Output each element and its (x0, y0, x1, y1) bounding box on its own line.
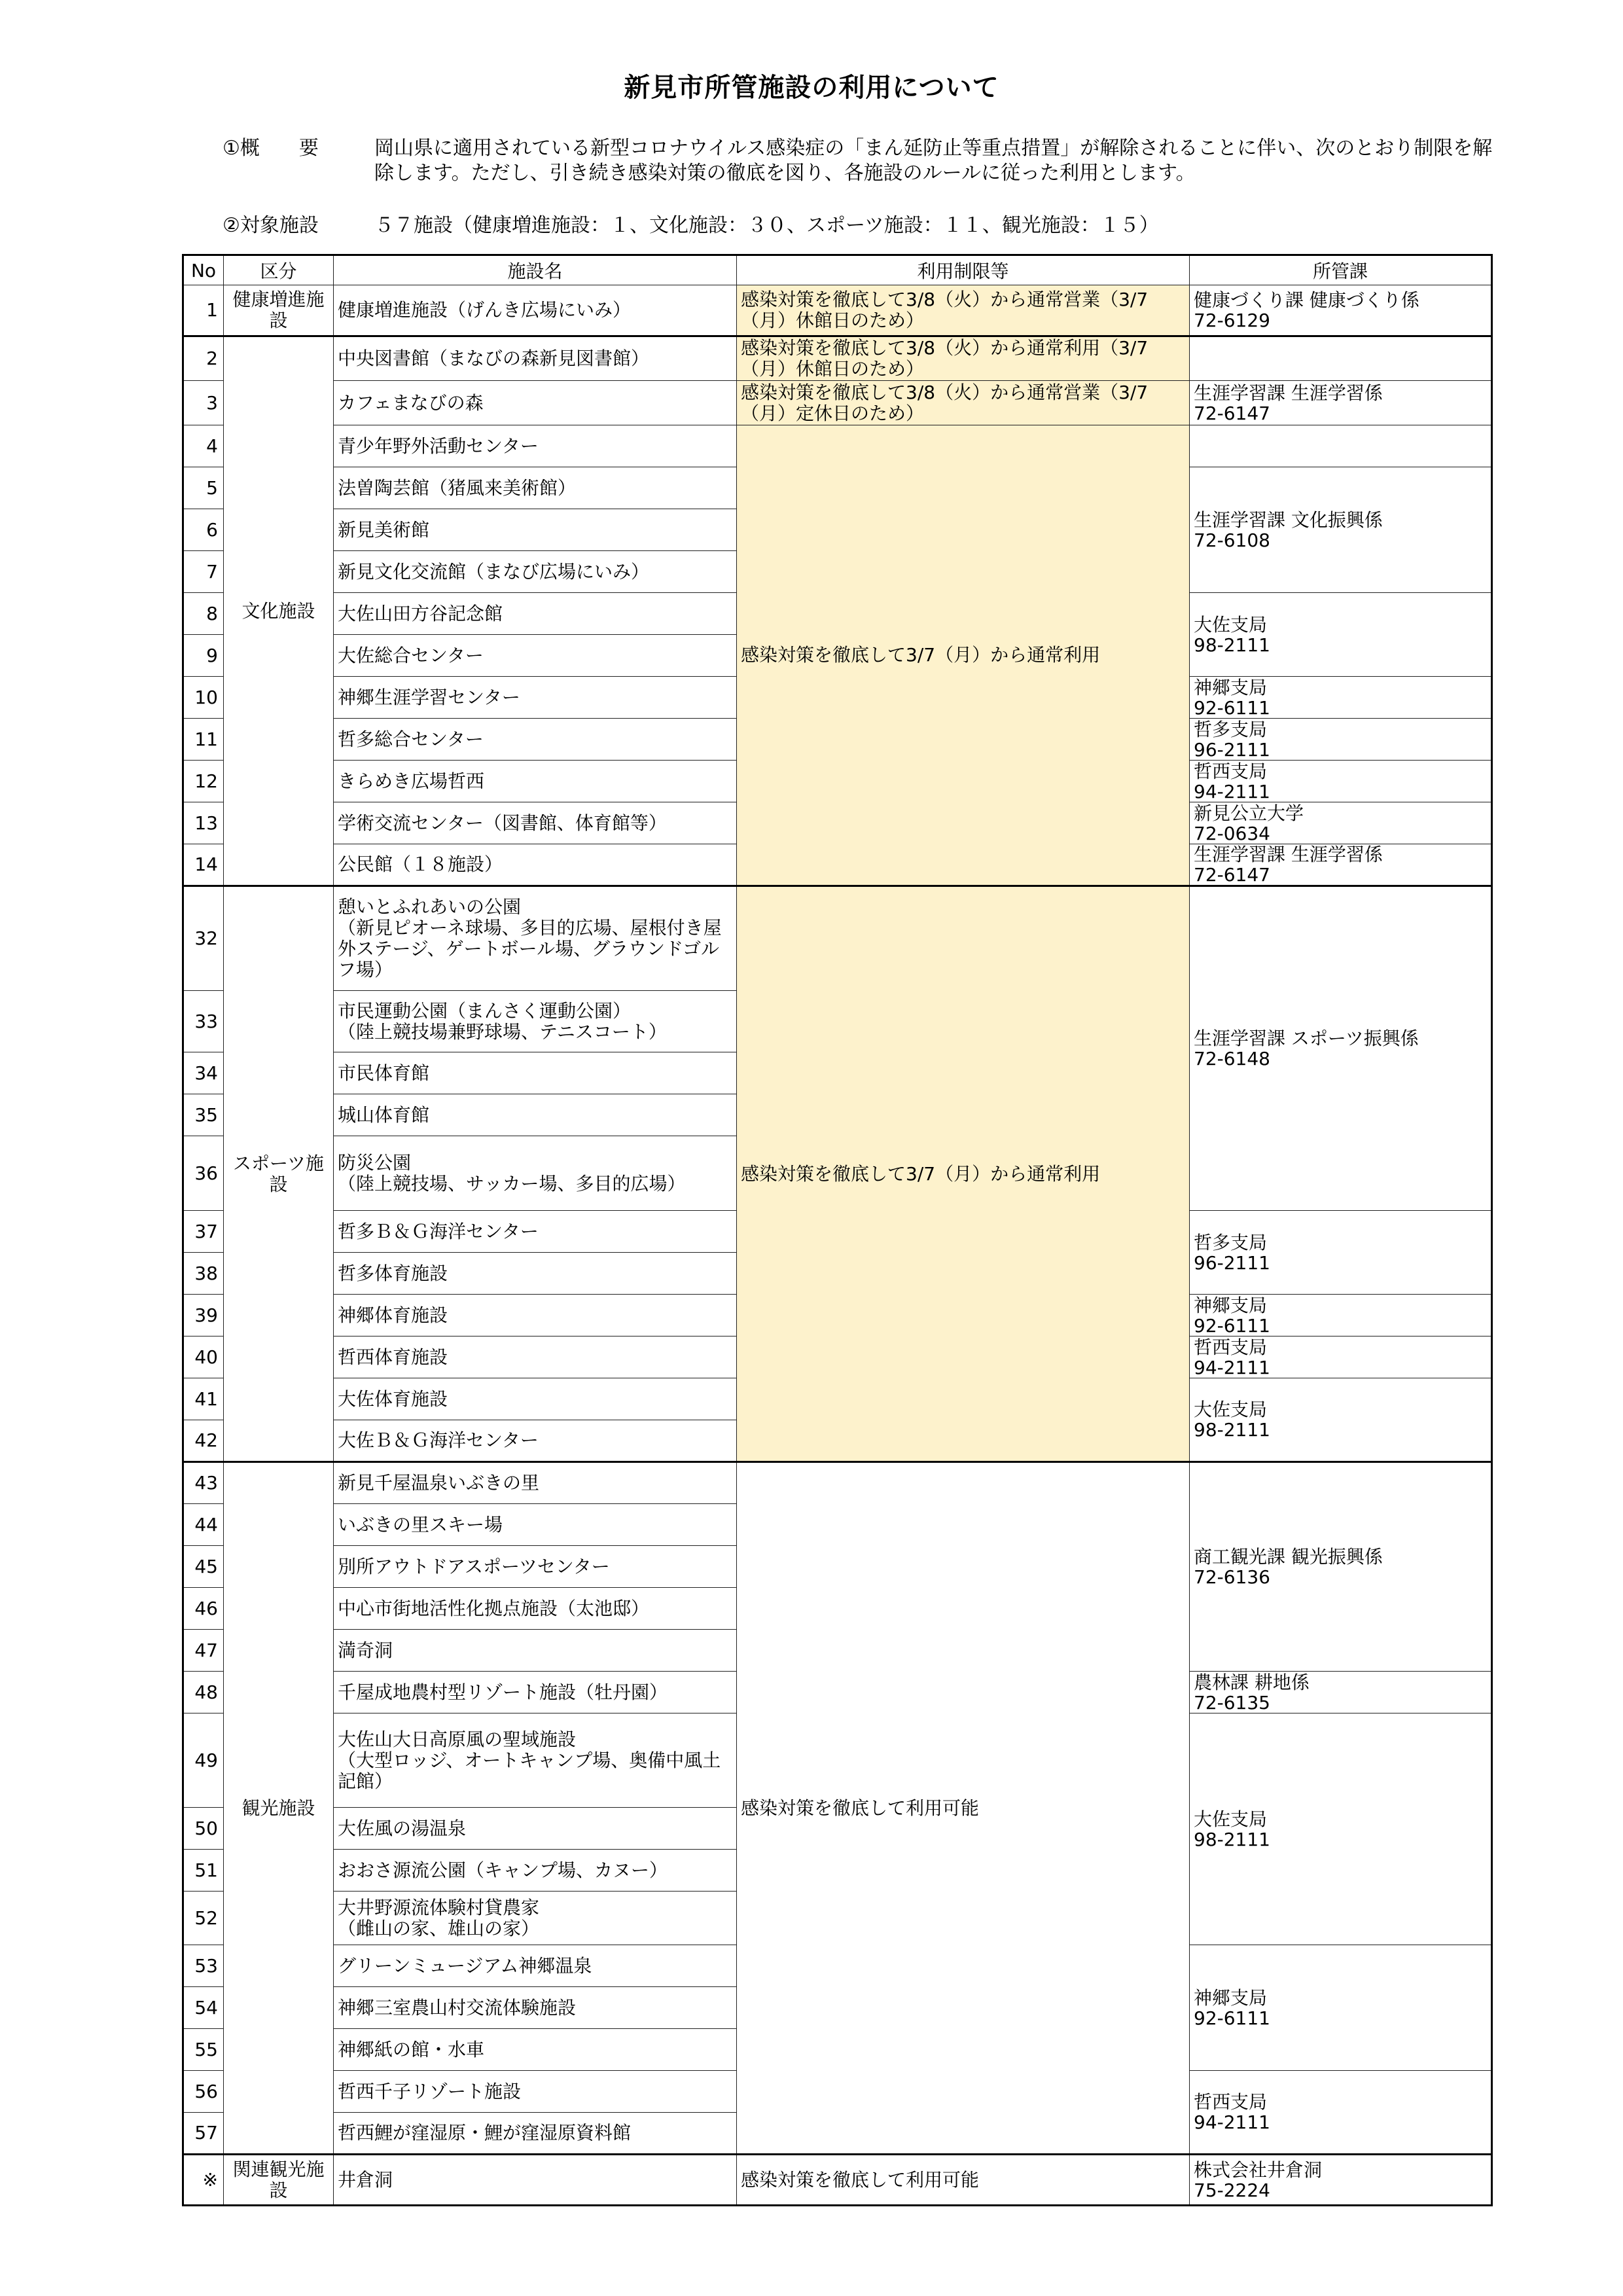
facility-name: 満奇洞 (334, 1630, 737, 1672)
table-row (183, 1462, 1492, 1504)
usage-restriction: 感染対策を徹底して3/8（火）から通常営業（3/7（月）定休日のため） (737, 381, 1190, 425)
row-number: 4 (183, 425, 224, 467)
table-row (183, 886, 1492, 991)
facility-name: 大佐総合センター (334, 635, 737, 677)
overview-label: ①概 要 (223, 137, 319, 160)
department-cell: 健康づくり課 健康づくり係 72-6129 (1190, 285, 1492, 336)
facility-name: きらめき広場哲西 (334, 761, 737, 802)
row-number: 38 (183, 1253, 224, 1295)
facility-name: カフェまなびの森 (334, 381, 737, 425)
category-cell: 文化施設 (224, 336, 334, 886)
department-cell: 株式会社井倉洞 75-2224 (1190, 2155, 1492, 2206)
facility-name: 中心市街地活性化拠点施設（太池邸） (334, 1588, 737, 1630)
row-number: 10 (183, 677, 224, 719)
row-number: 41 (183, 1378, 224, 1420)
row-number: 43 (183, 1462, 224, 1504)
table-row (183, 425, 1492, 467)
table-row (183, 336, 1492, 381)
department-cell (1190, 425, 1492, 467)
category-cell: 観光施設 (224, 1462, 334, 2155)
row-number: 6 (183, 509, 224, 551)
usage-restriction: 感染対策を徹底して3/7（月）から通常利用 (737, 886, 1190, 1462)
row-number: 37 (183, 1211, 224, 1253)
facility-name: 神郷紙の館・水車 (334, 2029, 737, 2071)
row-number: 2 (183, 336, 224, 381)
target-section (223, 213, 1505, 240)
department-cell: 哲西支局 94-2111 (1190, 1336, 1492, 1378)
department-cell: 神郷支局 92-6111 (1190, 1945, 1492, 2071)
usage-restriction: 感染対策を徹底して3/8（火）から通常営業（3/7（月）休館日のため） (737, 285, 1190, 336)
usage-restriction: 感染対策を徹底して3/7（月）から通常利用 (737, 425, 1190, 886)
facility-name: 健康増進施設（げんき広場にいみ） (334, 285, 737, 336)
facility-name: いぶきの里スキー場 (334, 1504, 737, 1546)
table-row (183, 2155, 1492, 2206)
facility-name: 神郷生涯学習センター (334, 677, 737, 719)
row-number: 33 (183, 991, 224, 1052)
header-department: 所管課 (1190, 255, 1492, 285)
table-row (183, 285, 1492, 336)
target-label: ②対象施設 (223, 214, 319, 237)
department-cell: 大佐支局 98-2111 (1190, 593, 1492, 677)
row-number: 53 (183, 1945, 224, 1987)
row-number: 57 (183, 2113, 224, 2155)
row-number: 5 (183, 467, 224, 509)
row-number: 8 (183, 593, 224, 635)
facility-name: 哲多体育施設 (334, 1253, 737, 1295)
facility-name: 防災公園 （陸上競技場、サッカー場、多目的広場） (334, 1136, 737, 1211)
facility-name: 大佐山田方谷記念館 (334, 593, 737, 635)
category-cell: 健康増進施設 (224, 285, 334, 336)
facility-name: 公民館（１８施設） (334, 844, 737, 886)
row-number: 50 (183, 1808, 224, 1850)
facility-name: 市民体育館 (334, 1052, 737, 1094)
row-number: 1 (183, 285, 224, 336)
facility-name: 井倉洞 (334, 2155, 737, 2206)
row-number: 54 (183, 1987, 224, 2029)
row-number: 34 (183, 1052, 224, 1094)
facility-name: グリーンミュージアム神郷温泉 (334, 1945, 737, 1987)
header-usage-restriction: 利用制限等 (737, 255, 1190, 285)
department-cell: 生涯学習課 文化振興係 72-6108 (1190, 467, 1492, 593)
usage-restriction: 感染対策を徹底して3/8（火）から通常利用（3/7（月）休館日のため） (737, 336, 1190, 381)
row-number: 14 (183, 844, 224, 886)
facility-name: 哲西千子リゾート施設 (334, 2071, 737, 2113)
row-number: 48 (183, 1672, 224, 1713)
usage-restriction: 感染対策を徹底して利用可能 (737, 2155, 1190, 2206)
row-number: 12 (183, 761, 224, 802)
department-cell (1190, 336, 1492, 381)
facility-name: おおさ源流公園（キャンプ場、カヌー） (334, 1850, 737, 1892)
page-title: 新見市所管施設の利用について (624, 73, 999, 103)
department-cell: 神郷支局 92-6111 (1190, 1295, 1492, 1336)
category-cell: スポーツ施設 (224, 886, 334, 1462)
row-number: 9 (183, 635, 224, 677)
row-number: 13 (183, 802, 224, 844)
overview-text: 岡山県に適用されている新型コロナウイルス感染症の「まん延防止等重点措置」が解除されることに伴い、次のとおり制限を解除します。ただし、引き続き感染対策の徹底を図り、各施設のルールに従った利用とします。 (374, 137, 1493, 185)
row-number: 44 (183, 1504, 224, 1546)
department-cell: 農林課 耕地係 72-6135 (1190, 1672, 1492, 1713)
department-cell: 大佐支局 98-2111 (1190, 1378, 1492, 1462)
facility-name: 新見美術館 (334, 509, 737, 551)
facility-table (182, 254, 1493, 2206)
row-number: 40 (183, 1336, 224, 1378)
row-number: ※ (183, 2155, 224, 2206)
facility-name: 哲多総合センター (334, 719, 737, 761)
department-cell: 大佐支局 98-2111 (1190, 1713, 1492, 1945)
department-cell: 哲西支局 94-2111 (1190, 2071, 1492, 2155)
department-cell: 哲多支局 96-2111 (1190, 719, 1492, 761)
department-cell: 生涯学習課 生涯学習係 72-6147 (1190, 844, 1492, 886)
header-no: No (183, 255, 224, 285)
facility-name: 城山体育館 (334, 1094, 737, 1136)
facility-name: 大佐山大日高原風の聖域施設 （大型ロッジ、オートキャンプ場、奥備中風土記館） (334, 1713, 737, 1808)
category-cell: 関連観光施設 (224, 2155, 334, 2206)
facility-name: 大佐Ｂ＆Ｇ海洋センター (334, 1420, 737, 1462)
row-number: 42 (183, 1420, 224, 1462)
table-header-row (183, 255, 1492, 285)
department-cell: 哲西支局 94-2111 (1190, 761, 1492, 802)
facility-name: 大佐体育施設 (334, 1378, 737, 1420)
row-number: 35 (183, 1094, 224, 1136)
row-number: 36 (183, 1136, 224, 1211)
row-number: 51 (183, 1850, 224, 1892)
row-number: 47 (183, 1630, 224, 1672)
facility-name: 哲西鯉が窪湿原・鯉が窪湿原資料館 (334, 2113, 737, 2155)
department-cell: 生涯学習課 スポーツ振興係 72-6148 (1190, 886, 1492, 1211)
department-cell: 生涯学習課 生涯学習係 72-6147 (1190, 381, 1492, 425)
department-cell: 商工観光課 観光振興係 72-6136 (1190, 1462, 1492, 1672)
row-number: 45 (183, 1546, 224, 1588)
header-facility-name: 施設名 (334, 255, 737, 285)
facility-name: 大佐風の湯温泉 (334, 1808, 737, 1850)
row-number: 56 (183, 2071, 224, 2113)
usage-restriction: 感染対策を徹底して利用可能 (737, 1462, 1190, 2155)
facility-name: 千屋成地農村型リゾート施設（牡丹園） (334, 1672, 737, 1713)
row-number: 55 (183, 2029, 224, 2071)
facility-name: 神郷三室農山村交流体験施設 (334, 1987, 737, 2029)
facility-name: 中央図書館（まなびの森新見図書館） (334, 336, 737, 381)
department-cell: 哲多支局 96-2111 (1190, 1211, 1492, 1295)
facility-name: 法曽陶芸館（猪風来美術館） (334, 467, 737, 509)
row-number: 52 (183, 1892, 224, 1945)
facility-name: 青少年野外活動センター (334, 425, 737, 467)
row-number: 11 (183, 719, 224, 761)
facility-name: 大井野源流体験村貸農家 （雌山の家、雄山の家） (334, 1892, 737, 1945)
table-row (183, 381, 1492, 425)
facility-name: 神郷体育施設 (334, 1295, 737, 1336)
facility-name: 哲西体育施設 (334, 1336, 737, 1378)
facility-name: 哲多Ｂ＆Ｇ海洋センター (334, 1211, 737, 1253)
facility-name: 新見千屋温泉いぶきの里 (334, 1462, 737, 1504)
header-category: 区分 (224, 255, 334, 285)
facility-name: 憩いとふれあいの公園 （新見ピオーネ球場、多目的広場、屋根付き屋外ステージ、ゲートボール場、グラウンドゴルフ場） (334, 886, 737, 991)
row-number: 49 (183, 1713, 224, 1808)
facility-name: 学術交流センター（図書館、体育館等） (334, 802, 737, 844)
row-number: 32 (183, 886, 224, 991)
row-number: 46 (183, 1588, 224, 1630)
facility-name: 新見文化交流館（まなび広場にいみ） (334, 551, 737, 593)
department-cell: 新見公立大学 72-0634 (1190, 802, 1492, 844)
row-number: 39 (183, 1295, 224, 1336)
row-number: 3 (183, 381, 224, 425)
department-cell: 神郷支局 92-6111 (1190, 677, 1492, 719)
facility-name: 市民運動公園（まんさく運動公園） （陸上競技場兼野球場、テニスコート） (334, 991, 737, 1052)
target-text: ５７施設（健康増進施設：１、文化施設：３０、スポーツ施設：１１、観光施設：１５） (374, 214, 1159, 237)
facility-name: 別所アウトドアスポーツセンター (334, 1546, 737, 1588)
overview-section (223, 136, 1505, 188)
row-number: 7 (183, 551, 224, 593)
